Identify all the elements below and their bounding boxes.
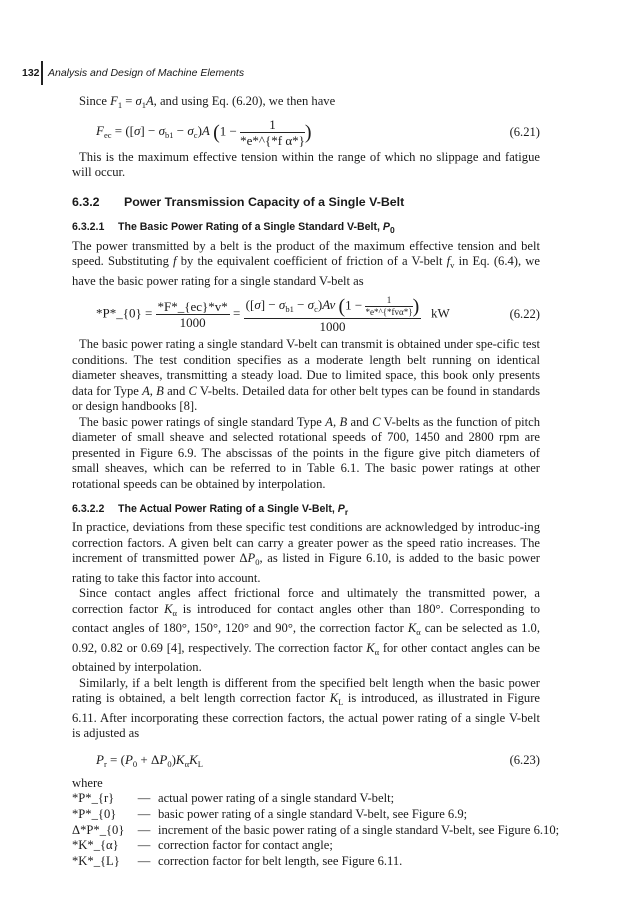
fraction: $\frac{*F*\_\{ec\}*v*}{1000}$ [157,298,228,330]
paragraph-practice: In practice, deviations from these specific test conditions are acknowledged by introduc-​ing correction factors. A given belt can carry a greater power as the speed ratio increases. The increment of transmitted power $\Delta P_0$, as listed in Figure 6.10, is added to the basic power rating to take this factor into account. [72,520,541,585]
inner-denominator: *e*^{*fvα*} [365,306,413,317]
paragraph-since: Since $F_1 = \sigma_1A$, and using Eq. (6.20), we then have [79,94,336,110]
fraction: $\frac{1}{\text{*e*\textasciicircum{}\{*f α*\}}}$ [240,117,305,148]
section-title: The Actual Power Rating of a Single V-Belt, $P_r$ [118,503,349,517]
definition-symbol: *K*_{L} [72,854,120,869]
definition-text: increment of the basic power rating of a single standard V-belt, see Figure 6.10; [158,822,560,837]
page-body [72,94,560,870]
definition-dash: — [137,854,151,869]
definition-dash: — [137,791,151,805]
definition-symbol: Δ*P*_{0} [72,822,125,837]
unit: kW [430,304,450,320]
subsection-heading-6-3-2-1 [72,221,540,237]
definition-item [72,822,560,839]
where-label: where [72,775,103,790]
definition-item [72,854,540,870]
definition-text: actual power rating of a single standard V-belt; [158,791,395,805]
section-title: The Basic Power Rating of a Single Standard V-Belt, $P_0$ [118,220,395,235]
definition-dash: — [137,806,151,821]
section-number: 6.3.2.2 [72,503,105,515]
definition-text: correction factor for contact angle; [158,838,333,853]
section-number: 6.3.2 [72,194,100,209]
definition-dash: — [137,822,151,837]
section-title: Power Transmission Capacity of a Single V-Belt [124,194,405,209]
section-heading-6-3-2 [72,195,540,209]
definition-symbol: *P*_{0} [72,806,117,821]
definition-item [72,838,540,854]
eq-term: 1 − [219,123,237,139]
paragraph-contact-angle: Since contact angles affect frictional force and ultimately the transmitted power, a correction factor $K_\alpha$ is introduced for contact angles other than 180°. Corresponding to contact angles of 180°, 150°, 120° and 90°, the correction factor $K_\alpha$ can be selected as 1.0, 0.92, 0.82 or 0.69 [4], respectively. The correction factor $K_\alpha$ for other contact angles can be obtained by interpolation. [72,586,540,674]
equation-number: (6.21) [509,125,540,139]
equation-6-21: $F_{ec} = ([\sigma] - \sigma_{b1} - \sigma_c)A$ (1 − $\frac{1}{\text{*e*\textasciicircum{}\{*f α*\}}}$ ) (6.21) [96,117,540,148]
fraction-denominator: *e*^{*f α*} [240,133,305,148]
definition-item [72,791,540,807]
fraction: $([\sigma] - \sigma_{b1} - \sigma_c)Av$ (1 − $\frac{1}{\text{*e*\textasciicircum{}\{*fvα*\}}}$ ) 1000 [245,294,420,334]
definition-dash: — [137,838,151,853]
equation-6-22 [72,293,540,335]
definition-text: basic power rating of a single standard V-belt, see Figure 6.9; [158,806,468,821]
header-divider [41,61,43,85]
paragraph-power: The power transmitted by a belt is the product of the maximum effective tension and belt speed. Substituting f by the equivalent coefficient of friction of a V-belt $f_v$ in Eq. (6.4), we have the basic power rating for a single standard V-belt as [72,238,540,288]
section-number: 6.3.2.1 [72,220,105,233]
definition-symbol: *P*_{r} [72,791,115,805]
equals-sign: = [233,304,241,320]
equation-number: (6.23) [509,753,540,767]
equation-6-23 [72,751,540,771]
definition-symbol: *K*_{α} [72,838,119,853]
paragraph-max-tension: This is the maximum effective tension within the range of which no slippage and fatigue will occur. [72,149,540,179]
page-number: 132 [22,67,40,79]
paragraph-basic-rating: The basic power rating a single standard V-belt can transmit is obtained under spe-​cific test conditions. The test condition specifies as a moderate length belt running on identical diameter sheaves, transmitting a steady load. Due to limited space, this book only presents data for Type A, B and C V-belts. Detailed data for other belt types can be found in standards or design handbooks [8]. [72,337,541,413]
fraction-numerator: *F*_{ec}*v* [157,298,228,314]
eq-lhs: *P*_{0} = [96,304,153,320]
symbol-definitions [72,791,560,870]
definition-text: correction factor for belt length, see Figure 6.11. [158,854,403,869]
definition-item [72,807,540,823]
equation-number: (6.22) [509,306,540,321]
subsection-heading-6-3-2-2 [72,503,540,519]
inner-fraction: $\frac{1}{\text{*e*\textasciicircum{}\{*fvα*\}}}$ [365,294,413,317]
paragraph-belt-length: Similarly, if a belt length is different from the specified belt length when the basic power rating is obtained, a belt length correction factor $K_L$ is introduced, as illustrated in Figure 6.11. After incorporating these correction factors, the actual power rating of a single V-belt is adjusted as [72,675,541,740]
eq-body: $P_r = (P_0 + \Delta P_0)K_\alpha K_L$ [96,752,203,769]
eq-lhs: $F_{ec} = ([\sigma] - \sigma_{b1} - \sigma_c)A$ [96,123,210,141]
book-title: Analysis and Design of Machine Elements [48,67,245,79]
paragraph-basic-ratings-figure: The basic power ratings of single standard Type A, B and C V-belts as the function of pitch diameter of small sheave and selected rotational speeds of 700, 1450 and 2800 rpm are presented in Figure 6.9. The abscissas of the points in the figure give pitch diameters of small sheaves, which can be referred to in Table 6.1. The basic power ratings at other rotational speeds can be obtained by interpolation. [72,414,541,491]
